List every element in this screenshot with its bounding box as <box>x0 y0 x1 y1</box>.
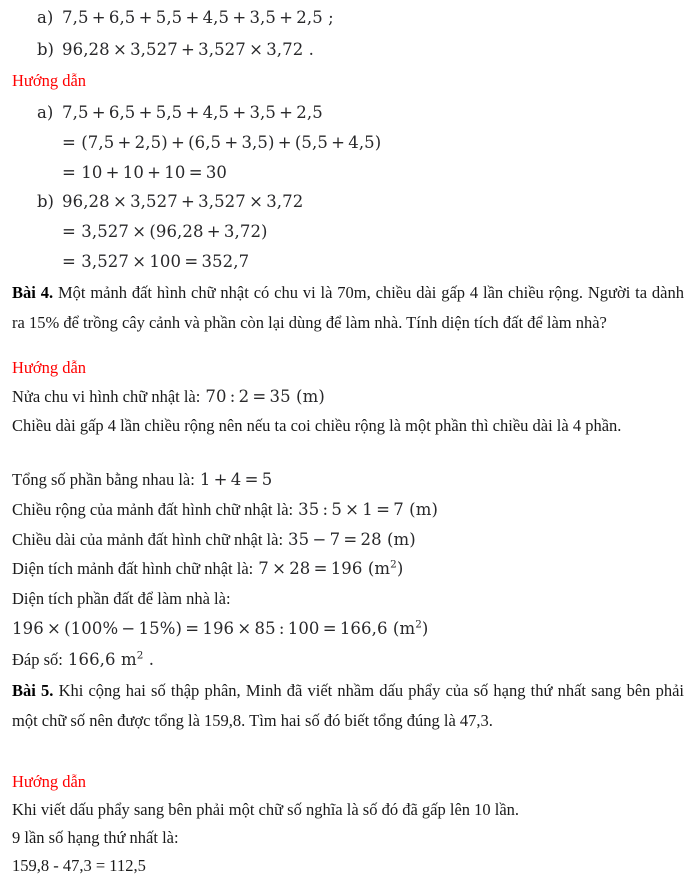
equation-line <box>0 222 695 244</box>
bai4-step-5 <box>12 530 416 550</box>
expression-b: 96,28 × 3,527 + 3,527 × 3,72 . <box>62 40 315 59</box>
bai4-step-7 <box>12 589 231 609</box>
bai4-step-1-text: Nửa chu vi hình chữ nhật là: <box>12 387 201 406</box>
solution-b-line2: = 3,527 × (96,28 + 3,72) <box>62 222 268 241</box>
bai4-step-5-text: Chiều dài của mảnh đất hình chữ nhật là: <box>12 530 284 549</box>
bai4-step-6-text: Diện tích mảnh đất hình chữ nhật là: <box>12 559 254 578</box>
bai4-answer <box>12 650 154 670</box>
list-item <box>0 8 695 30</box>
bai4-step-2-text: Chiều dài gấp 4 lần chiều rộng nên nếu ta coi chiều rộng là một phần thì chiều dài là 4 phần. <box>12 416 622 435</box>
equation-line <box>0 163 695 185</box>
bai4-step-6 <box>12 559 403 579</box>
guide-heading: Hướng dẫn <box>12 772 87 791</box>
item-marker-b: b) <box>37 40 54 59</box>
bai4-step-3 <box>12 470 272 490</box>
bai4-step-7-text: Diện tích phần đất để làm nhà là: <box>12 589 231 608</box>
bai4-step-5-math: 35 − 7 = 28 (m) <box>288 530 416 549</box>
bai4-answer-label: Đáp số: <box>12 650 63 669</box>
bai4-step-8 <box>12 619 428 639</box>
bai4-step-1-math: 70 : 2 = 35 (m) <box>205 387 325 406</box>
bai5-statement-paragraph <box>12 676 684 735</box>
bai4-step-3-text: Tổng số phần bằng nhau là: <box>12 470 195 489</box>
solution-marker-a: a) <box>37 103 54 122</box>
guide-heading: Hướng dẫn <box>12 358 87 377</box>
solution-a-line1: 7,5 + 6,5 + 5,5 + 4,5 + 3,5 + 2,5 <box>62 103 323 122</box>
bai4-statement-paragraph <box>12 278 684 337</box>
solution-b-line3: = 3,527 × 100 = 352,7 <box>62 252 250 271</box>
bai5-step-1: Khi viết dấu phẩy sang bên phải một chữ số nghĩa là số đó đã gấp lên 10 lần. <box>12 800 520 819</box>
list-item <box>0 103 695 125</box>
bai4-step-4-text: Chiều rộng của mảnh đất hình chữ nhật là: <box>12 500 294 519</box>
expression-a: 7,5 + 6,5 + 5,5 + 4,5 + 3,5 + 2,5 ; <box>62 8 334 27</box>
bai5-statement-text: Khi cộng hai số thập phân, Minh đã viết nhầm dấu phẩy của số hạng thứ nhất sang bên phải một chữ số nên được tổng là 159,8. Tìm hai số đó biết tổng đúng là 47,3. <box>12 681 685 730</box>
bai4-step-2 <box>12 411 684 441</box>
solution-b-line1: 96,28 × 3,527 + 3,527 × 3,72 <box>62 192 304 211</box>
bai4-answer-math: 166,6 $m^2$ . <box>67 649 155 669</box>
equation-line <box>0 252 695 274</box>
bai4-step-1 <box>12 387 325 407</box>
bai4-label: Bài 4. <box>12 283 54 302</box>
list-item <box>0 40 695 62</box>
list-item <box>0 192 695 214</box>
solution-marker-b: b) <box>37 192 54 211</box>
bai5-step-2: 9 lần số hạng thứ nhất là: <box>12 828 179 847</box>
solution-a-line3: = 10 + 10 + 10 = 30 <box>62 163 228 182</box>
bai5-step-3: 159,8 - 47,3 = 112,5 <box>12 856 146 875</box>
bai4-statement-text: Một mảnh đất hình chữ nhật có chu vi là 70m, chiều dài gấp 4 lần chiều rộng. Người ta dành ra 15% để trồng cây cảnh và phần còn lại dùng để làm nhà. Tính diện tích đất để làm nhà? <box>12 283 684 332</box>
item-marker-a: a) <box>37 8 54 27</box>
bai4-step-8-math: 196 × (100% − 15%) = 196 × 85 : 100 = 166,6 $(m^2)$ <box>12 618 429 638</box>
bai4-step-4-math: 35 : 5 × 1 = 7 (m) <box>298 500 438 519</box>
guide-heading: Hướng dẫn <box>12 71 87 90</box>
solution-a-line2: = (7,5 + 2,5) + (6,5 + 3,5) + (5,5 + 4,5) <box>62 133 382 152</box>
equation-line <box>0 133 695 155</box>
bai4-step-4 <box>12 500 438 520</box>
bai5-label: Bài 5. <box>12 681 54 700</box>
bai4-step-6-math: 7 × 28 = 196 $(m^2)$ <box>258 558 404 578</box>
bai4-step-3-math: 1 + 4 = 5 <box>199 470 273 489</box>
